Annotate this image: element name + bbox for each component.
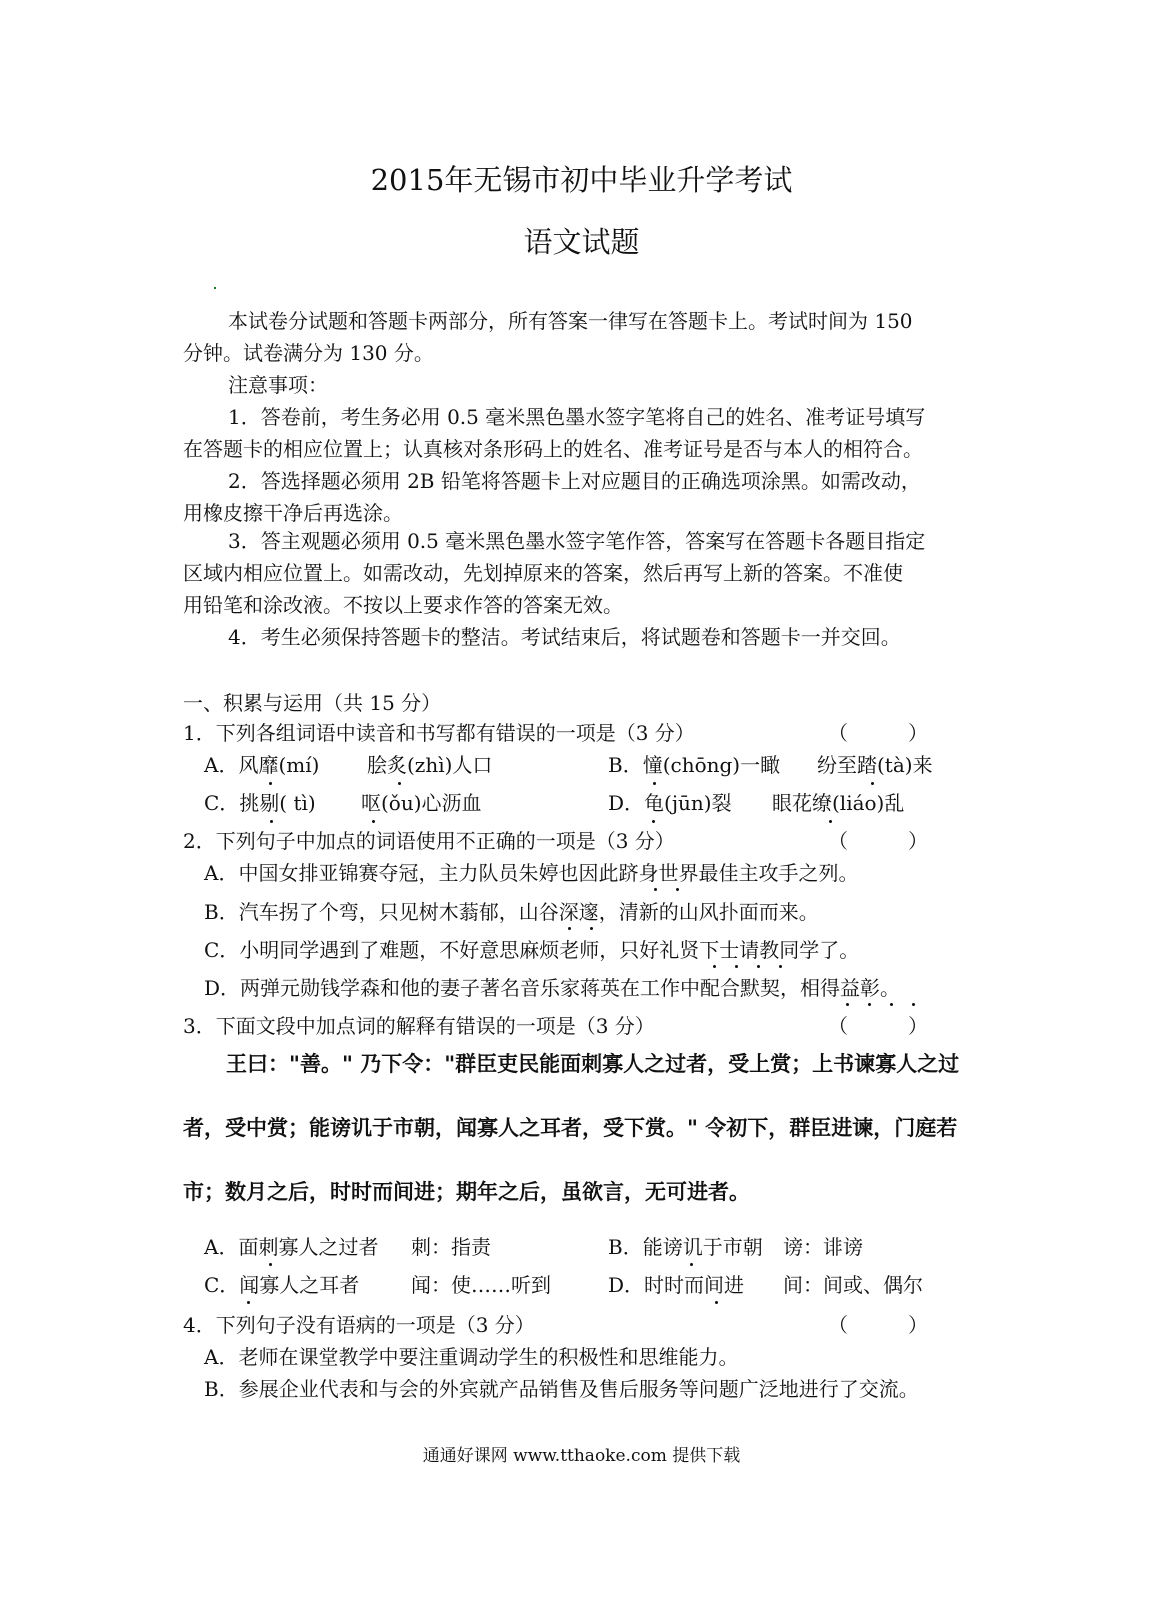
emphasis-dot bbox=[568, 927, 571, 930]
q1-option-d-2: 眼花缭(liáo)乱 bbox=[772, 791, 905, 815]
notice-3b: 区域内相应位置上。如需改动，先划掉原来的答案，然后再写上新的答案。不准使 bbox=[183, 561, 903, 585]
emphasis-dot bbox=[735, 965, 738, 968]
q2-option-d: D．两弹元勋钱学森和他的妻子著名音乐家蒋英在工作中配合默契，相得益彰。 bbox=[204, 976, 901, 1000]
notice-label: 注意事项： bbox=[228, 373, 328, 397]
q1-option-b-2: 纷至踏(tà)来 bbox=[817, 753, 933, 777]
emphasis-dot bbox=[713, 965, 716, 968]
question-2-stem: 2．下列句子中加点的词语使用不正确的一项是（3 分） bbox=[183, 829, 675, 853]
emphasis-dot bbox=[590, 927, 593, 930]
q3-option-a-1: A．面刺寡人之过者 bbox=[204, 1235, 379, 1259]
q1-option-a-2: 脍炙(zhì)人口 bbox=[367, 753, 493, 777]
q3-option-d-1: D．时时而间进 bbox=[608, 1273, 745, 1297]
exam-title: 2015年无锡市初中毕业升学考试 bbox=[370, 163, 793, 197]
notice-2a: 2．答选择题必须用 2B 铅笔将答题卡上对应题目的正确选项涂黑。如需改动， bbox=[228, 469, 921, 493]
intro-line-2: 分钟。试卷满分为 130 分。 bbox=[183, 341, 434, 365]
notice-4: 4．考生必须保持答题卡的整洁。考试结束后，将试题卷和答题卡一并交回。 bbox=[228, 625, 901, 649]
q1-option-b-1: B．憧(chōng)一瞰 bbox=[608, 753, 781, 777]
emphasis-dot bbox=[715, 1301, 718, 1304]
emphasis-dot bbox=[868, 1003, 871, 1006]
notice-3a: 3．答主观题必须用 0.5 毫米黑色墨水签字笔作答，答案写在答题卡各题目指定 bbox=[228, 529, 926, 553]
q3-option-b-1: B．能谤讥于市朝 bbox=[608, 1235, 763, 1259]
emphasis-dot bbox=[247, 1301, 250, 1304]
notice-1a: 1．答卷前，考生务必用 0.5 毫米黑色墨水签字笔将自己的姓名、准考证号填写 bbox=[228, 405, 926, 429]
emphasis-dot bbox=[846, 1003, 849, 1006]
emphasis-dot bbox=[676, 888, 679, 891]
scan-speck bbox=[214, 287, 216, 289]
page-footer: 通通好课网 www.tthaoke.com 提供下载 bbox=[422, 1446, 741, 1466]
emphasis-dot bbox=[779, 965, 782, 968]
answer-paren-1: （ ） bbox=[828, 721, 928, 745]
emphasis-dot bbox=[372, 820, 375, 823]
answer-paren-2: （ ） bbox=[828, 829, 928, 853]
q2-option-c: C．小明同学遇到了难题，不好意思麻烦老师，只好礼贤下士请教同学了。 bbox=[204, 938, 860, 962]
q3-option-a-2: 刺：指责 bbox=[411, 1235, 491, 1259]
answer-paren-3: （ ） bbox=[828, 1014, 928, 1038]
notice-3c: 用铅笔和涂改液。不按以上要求作答的答案无效。 bbox=[183, 593, 623, 617]
emphasis-dot bbox=[829, 820, 832, 823]
emphasis-dot bbox=[654, 888, 657, 891]
emphasis-dot bbox=[398, 782, 401, 785]
exam-subtitle: 语文试题 bbox=[523, 225, 640, 259]
emphasis-dot bbox=[890, 1003, 893, 1006]
intro-line-1: 本试卷分试题和答题卡两部分，所有答案一律写在答题卡上。考试时间为 150 bbox=[228, 309, 913, 333]
question-4-stem: 4．下列句子没有语病的一项是（3 分） bbox=[183, 1313, 535, 1337]
q2-option-a: A．中国女排亚锦赛夺冠，主力队员朱婷也因此跻身世界最佳主攻手之列。 bbox=[204, 861, 859, 885]
question-3-stem: 3．下面文段中加点词的解释有错误的一项是（3 分） bbox=[183, 1014, 655, 1038]
answer-paren-4: （ ） bbox=[828, 1313, 928, 1337]
emphasis-dot bbox=[269, 1263, 272, 1266]
emphasis-dot bbox=[653, 782, 656, 785]
notice-1b: 在答题卡的相应位置上；认真核对条形码上的姓名、准考证号是否与本人的相符合。 bbox=[183, 437, 923, 461]
q3-passage-line-2: 者，受中赏；能谤讥于市朝，闻寡人之耳者，受下赏。" 令初下，群臣进谏，门庭若 bbox=[183, 1116, 958, 1140]
q3-passage-line-3: 市；数月之后，时时而间进；期年之后，虽欲言，无可进者。 bbox=[183, 1180, 750, 1204]
emphasis-dot bbox=[757, 965, 760, 968]
emphasis-dot bbox=[269, 782, 272, 785]
q1-option-c-2: 呕(ǒu)心沥血 bbox=[361, 791, 482, 815]
q3-passage-line-1: 王曰："善。" 乃下令："群臣吏民能面刺寡人之过者，受上赏；上书谏寡人之过 bbox=[226, 1052, 960, 1076]
q3-option-c-2: 闻：使……听到 bbox=[411, 1273, 551, 1297]
q2-option-b: B．汽车拐了个弯，只见树木蓊郁，山谷深邃，清新的山风扑面而来。 bbox=[204, 900, 819, 924]
q1-option-d-1: D．龟(jūn)裂 bbox=[608, 791, 732, 815]
q3-option-d-2: 间：间或、偶尔 bbox=[783, 1273, 923, 1297]
emphasis-dot bbox=[871, 782, 874, 785]
q3-option-b-2: 谤：诽谤 bbox=[783, 1235, 863, 1259]
q3-option-c-1: C．闻寡人之耳者 bbox=[204, 1273, 360, 1297]
q4-option-b: B．参展企业代表和与会的外宾就产品销售及售后服务等问题广泛地进行了交流。 bbox=[204, 1377, 919, 1401]
emphasis-dot bbox=[652, 820, 655, 823]
q1-option-a-1: A．风靡(mí) bbox=[204, 753, 320, 777]
notice-2b: 用橡皮擦干净后再选涂。 bbox=[183, 501, 403, 525]
question-1-stem: 1．下列各组词语中读音和书写都有错误的一项是（3 分） bbox=[183, 721, 695, 745]
q4-option-a: A．老师在课堂教学中要注重调动学生的积极性和思维能力。 bbox=[204, 1345, 739, 1369]
emphasis-dot bbox=[912, 1003, 915, 1006]
section-heading: 一、积累与运用（共 15 分） bbox=[183, 691, 442, 715]
emphasis-dot bbox=[690, 1263, 693, 1266]
q1-option-c-1: C．挑剔( tì) bbox=[204, 791, 316, 815]
emphasis-dot bbox=[270, 820, 273, 823]
